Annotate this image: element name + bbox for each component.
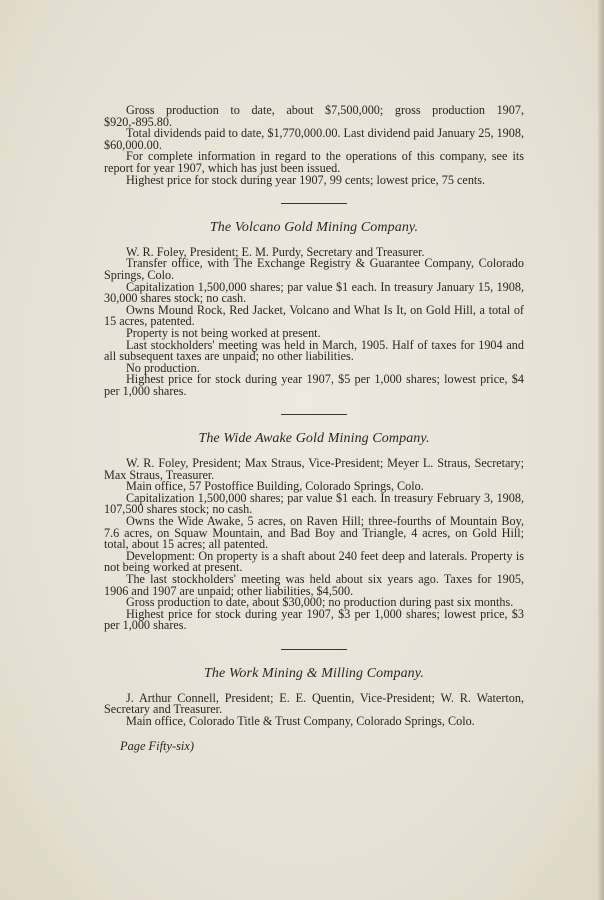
section-paragraph: W. R. Foley, President; E. M. Purdy, Secretary and Treasurer. bbox=[126, 244, 425, 259]
section-title: The Work Mining & Milling Company. bbox=[204, 665, 424, 681]
section-paragraph: Main office, 57 Postoffice Building, Colorado Springs, Colo. bbox=[126, 479, 424, 494]
section-paragraph: Main office, Colorado Title & Trust Company, Colorado Springs, Colo. bbox=[126, 713, 475, 728]
page-content bbox=[104, 105, 524, 753]
section-paragraph: Highest price for stock during year 1907, $3 per 1,000 shares; lowest price, $3 per 1,000 shares. bbox=[104, 606, 524, 633]
section-paragraph: J. Arthur Connell, President; E. E. Quentin, Vice-President; W. R. Waterton, Secretary and Treasurer. bbox=[104, 690, 524, 717]
section-paragraph: Transfer office, with The Exchange Registry & Guarantee Company, Colorado Springs, Colo. bbox=[104, 256, 524, 282]
intro-paragraph: Highest price for stock during year 1907, 99 cents; lowest price, 75 cents. bbox=[126, 172, 486, 187]
intro-paragraph: Gross production to date, about $7,500,000; gross production 1907, $920,-895.80. bbox=[104, 103, 524, 129]
intro-paragraph: Total dividends paid to date, $1,770,000.00. Last dividend paid January 25, 1908, $60,000.00. bbox=[104, 126, 524, 152]
intro-block bbox=[104, 105, 524, 186]
section-paragraph: Last stockholders' meeting was held in March, 1905. Half of taxes for 1904 and all subsequent taxes are unpaid; no other liabilities. bbox=[104, 337, 524, 364]
section-paragraph: W. R. Foley, President; Max Straus, Vice-President; Meyer L. Straus, Secretary; Max Straus, Treasurer. bbox=[104, 456, 524, 482]
section-divider bbox=[281, 414, 347, 415]
section-divider bbox=[281, 649, 347, 650]
section-paragraph: Development: On property is a shaft about 240 feet deep and laterals. Property is not being worked at present. bbox=[104, 548, 524, 575]
page-number: Page Fifty-six) bbox=[120, 739, 194, 754]
page-edge bbox=[598, 0, 604, 900]
section-divider bbox=[281, 203, 347, 204]
section-paragraph: Capitalization 1,500,000 shares; par value $1 each. In treasury February 3, 1908, 107,500 shares stock; no cash. bbox=[104, 490, 524, 517]
section-work-mining bbox=[104, 665, 524, 728]
intro-paragraph: For complete information in regard to the operations of this company, see its report for year 1907, which has just been issued. bbox=[104, 149, 524, 175]
section-paragraph: Owns the Wide Awake, 5 acres, on Raven Hill; three-fourths of Mountain Boy, 7.6 acres, on Squaw Mountain, and Bad Boy and Triangle, 4 acres, on Gold Hill; total, about 15 acres; all patented. bbox=[104, 514, 524, 552]
section-paragraph: No production. bbox=[126, 360, 200, 375]
section-wide-awake bbox=[104, 433, 524, 632]
section-title: The Wide Awake Gold Mining Company. bbox=[198, 431, 430, 447]
section-paragraph: Owns Mound Rock, Red Jacket, Volcano and What Is It, on Gold Hill, a total of 15 acres, patented. bbox=[104, 302, 524, 329]
section-paragraph: Highest price for stock during year 1907, $5 per 1,000 shares; lowest price, $4 per 1,000 shares. bbox=[104, 372, 524, 398]
section-paragraph: The last stockholders' meeting was held about six years ago. Taxes for 1905, 1906 and 1907 are unpaid; other liabilities, $4,500. bbox=[104, 572, 524, 598]
section-paragraph: Property is not being worked at present. bbox=[126, 325, 321, 340]
section-volcano bbox=[104, 222, 524, 397]
section-title: The Volcano Gold Mining Company. bbox=[209, 220, 419, 236]
section-paragraph: Capitalization 1,500,000 shares; par value $1 each. In treasury January 15, 1908, 30,000 shares stock; no cash. bbox=[104, 279, 524, 306]
section-paragraph: Gross production to date, about $30,000; no production during past six months. bbox=[126, 595, 514, 610]
